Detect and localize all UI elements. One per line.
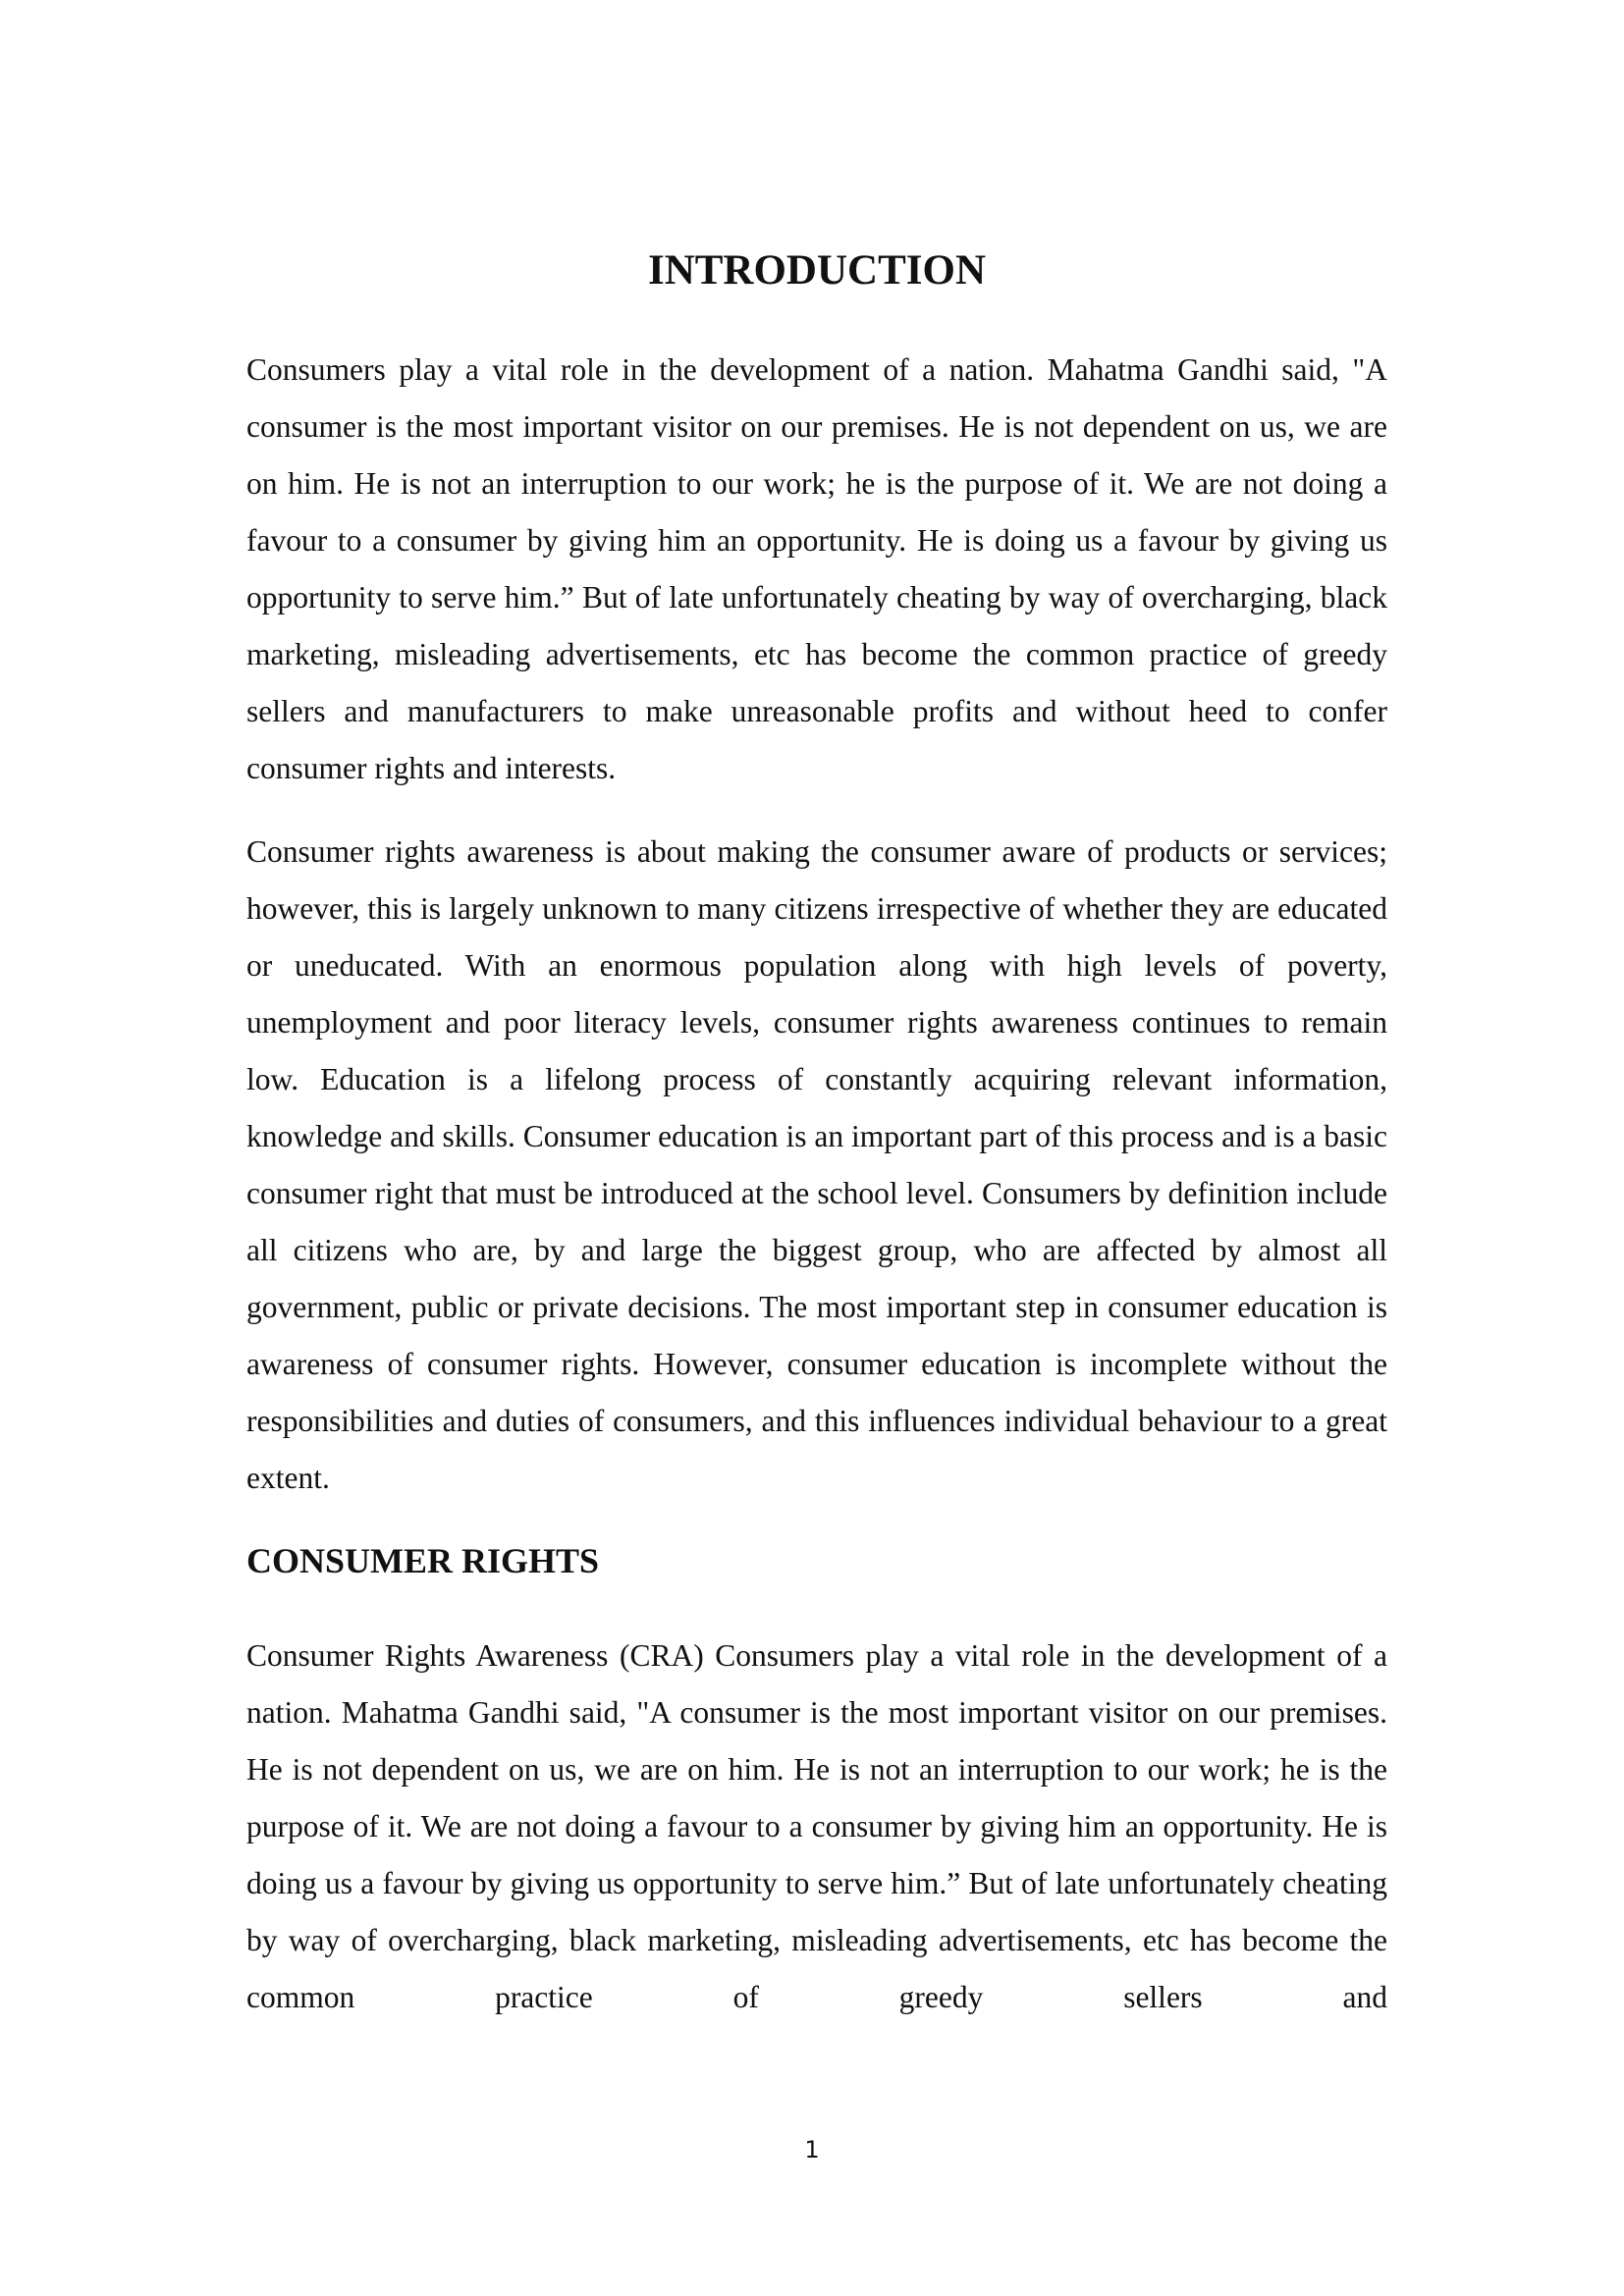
consumer-rights-paragraph: Consumer Rights Awareness (CRA) Consumers play a vital role in the development of a nation. Mahatma Gandhi said, "A consumer is the most important visitor on our premises. He is not dependent on us, we are on him. He is not an interruption to our work; he is the purpose of it. We are not doing a favour to a consumer by giving him an opportunity. He is doing us a favour by giving us opportunity to serve him.” But of late unfortunately cheating by way of overcharging, black marketing, misleading advertisements, etc has become the common practice of greedy sellers and xyxy=(246,1638,1387,2014)
intro-paragraph-2: Consumer rights awareness is about making the consumer aware of products or services; however, this is largely unknown to many citizens irrespective of whether they are educated or uneducated. With an enormous population along with high levels of poverty, unemployment and poor literacy levels, consumer rights awareness continues to remain low. Education is a lifelong process of constantly acquiring relevant information, knowledge and skills. Consumer education is an important part of this process and is a basic consumer right that must be introduced at the school level. Consumers by definition include all citizens who are, by and large the biggest group, who are affected by almost all government, public or private decisions. The most important step in consumer education is awareness of consumer rights. However, consumer education is incomplete without the responsibilities and duties of consumers, and this influences individual behaviour to a great extent. xyxy=(246,834,1387,1495)
page-title: INTRODUCTION xyxy=(647,247,987,294)
section-heading-consumer-rights: CONSUMER RIGHTS xyxy=(246,1541,600,1580)
page-number: 1 xyxy=(804,2136,820,2163)
intro-paragraph-1: Consumers play a vital role in the development of a nation. Mahatma Gandhi said, "A consumer is the most important visitor on our premises. He is not dependent on us, we are on him. He is not an interruption to our work; he is the purpose of it. We are not doing a favour to a consumer by giving him an opportunity. He is doing us a favour by giving us opportunity to serve him.” But of late unfortunately cheating by way of overcharging, black marketing, misleading advertisements, etc has become the common practice of greedy sellers and manufacturers to make unreasonable profits and without heed to confer consumer rights and interests. xyxy=(246,352,1387,785)
